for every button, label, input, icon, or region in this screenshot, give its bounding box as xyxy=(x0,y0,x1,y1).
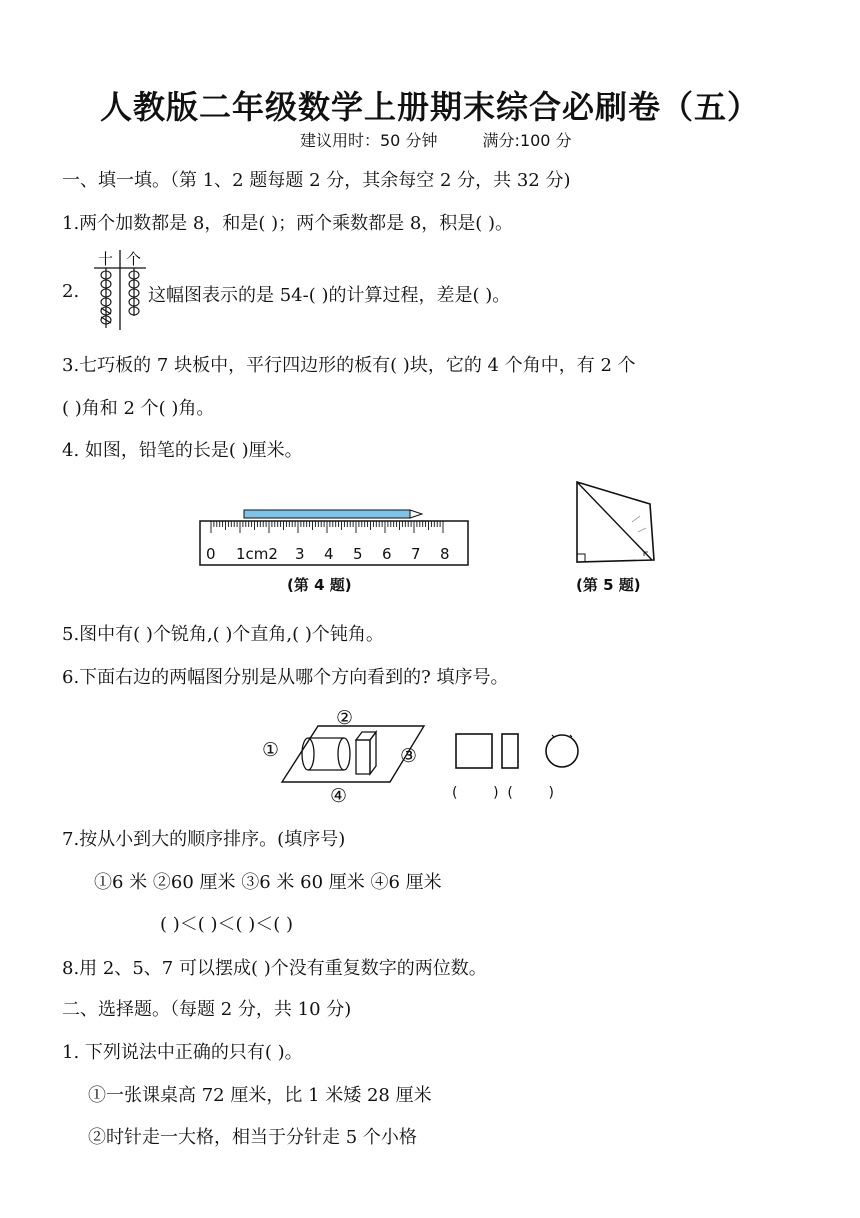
question-1-2-number: 2. xyxy=(62,281,80,302)
view-direction-figure xyxy=(260,704,610,806)
direction-label-2: ② xyxy=(336,707,354,729)
question-1-2: 这幅图表示的是 54-( )的计算过程，差是( )。 xyxy=(148,285,511,306)
page-title: 人教版二年级数学上册期末综合必刷卷（五） xyxy=(99,88,760,126)
pencil xyxy=(244,510,410,518)
figure-4-caption: (第 4 题) xyxy=(287,576,352,594)
question-1-8: 8.用 2、5、7 可以摆成( )个没有重复数字的两位数。 xyxy=(62,958,487,979)
question-1-7-blanks: ( )＜( )＜( )＜( ) xyxy=(160,914,294,935)
ruler-label-4: 4 xyxy=(324,545,334,563)
view-square xyxy=(456,734,492,768)
ruler-label-7: 7 xyxy=(411,545,421,563)
question-1-6: 6.下面右边的两幅图分别是从哪个方向看到的? 填序号。 xyxy=(62,667,509,688)
question-1-3-line1: 3.七巧板的 7 块板中，平行四边形的板有( )块，它的 4 个角中，有 2 个 xyxy=(62,355,636,376)
ruler-label-0: 0 xyxy=(206,545,216,563)
question-1-7: 7.按从小到大的顺序排序。(填序号) xyxy=(62,829,346,850)
pencil-tip xyxy=(410,510,422,518)
question-1-7-options: ①6 米 ②60 厘米 ③6 米 60 厘米 ④6 厘米 xyxy=(94,872,442,893)
question-1-3-line2: ( )角和 2 个( )角。 xyxy=(62,398,215,419)
question-2-1-option-2: ②时针走一大格，相当于分针走 5 个小格 xyxy=(88,1127,417,1148)
suggested-time: 建议用时：50 分钟 xyxy=(300,131,438,150)
direction-label-4: ④ xyxy=(330,785,348,806)
view-rectangle xyxy=(502,734,518,768)
ruler-label-1: 1cm2 xyxy=(236,545,278,563)
abacus-ones-label: 个 xyxy=(126,250,142,268)
question-2-1: 1. 下列说法中正确的只有( )。 xyxy=(62,1042,303,1063)
abacus-tens-label: 十 xyxy=(98,250,114,268)
question-1-1: 1.两个加数都是 8，和是( )；两个乘数都是 8，积是( )。 xyxy=(62,213,514,234)
ruler-pencil-figure xyxy=(196,505,476,567)
view-circle xyxy=(546,735,578,767)
ruler-label-5: 5 xyxy=(353,545,363,563)
view-answer-blanks: ( ) ( ) xyxy=(452,785,554,801)
angle-figure xyxy=(568,478,668,570)
section1-heading: 一、填一填。（第 1、2 题每题 2 分，其余每空 2 分，共 32 分) xyxy=(62,170,571,191)
question-1-5: 5.图中有( )个锐角,( )个直角,( )个钝角。 xyxy=(62,624,384,645)
ruler-label-8: 8 xyxy=(440,545,450,563)
abacus-figure xyxy=(94,248,150,332)
question-2-1-option-1: ①一张课桌高 72 厘米，比 1 米矮 28 厘米 xyxy=(88,1085,432,1106)
ruler-label-3: 3 xyxy=(295,545,305,563)
direction-label-1: ① xyxy=(262,739,280,761)
subtitle xyxy=(300,128,612,151)
figure-5-caption: (第 5 题) xyxy=(576,576,641,594)
section2-heading: 二、选择题。（每题 2 分，共 10 分) xyxy=(62,999,352,1020)
question-1-4: 4. 如图，铅笔的长是( )厘米。 xyxy=(62,440,303,461)
direction-label-3: ③ xyxy=(400,745,418,767)
full-score: 满分:100 分 xyxy=(482,131,572,150)
ruler-label-6: 6 xyxy=(382,545,392,563)
